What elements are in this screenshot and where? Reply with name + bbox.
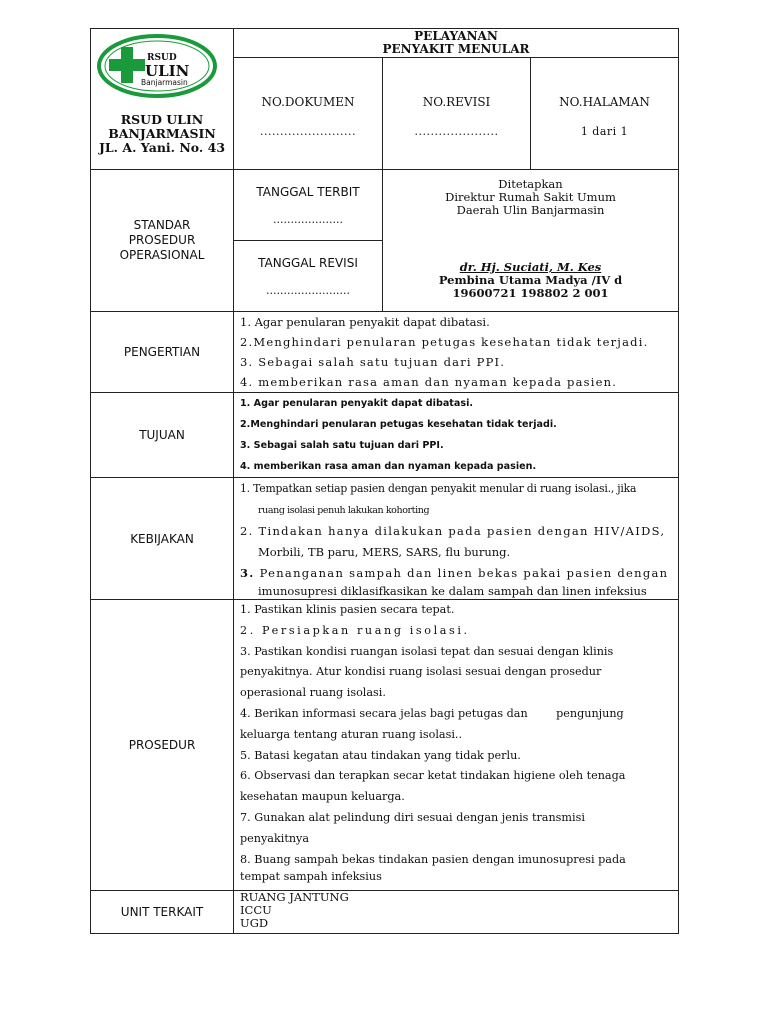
- no-revisi-cell: [383, 58, 531, 170]
- no-halaman-value: 1 dari 1: [580, 125, 629, 138]
- kebijakan-item-1: 1. Tempatkan setiap pasien dengan penyakit menular di ruang isolasi., jika: [240, 482, 637, 495]
- prosedur-body: [234, 600, 679, 891]
- no-halaman-label: NO.HALAMAN: [559, 95, 650, 109]
- sop-label-line-2: PROSEDUR: [128, 233, 196, 247]
- pengertian-body: [234, 312, 679, 393]
- prosedur-line-11: 7. Gunakan alat pelindung diri sesuai dengan jenis transmisi: [240, 810, 585, 824]
- kebijakan-item-3-cont: imunosupresi diklasifkasikan ke dalam sampah dan linen infeksius: [258, 584, 647, 598]
- signer-name: dr. Hj. Suciati, M. Kes: [459, 260, 602, 274]
- sop-label-cell: [91, 170, 234, 312]
- prosedur-line-12: penyakitnya: [240, 831, 310, 845]
- tanggal-terbit-cell: [234, 170, 383, 241]
- no-dokumen-value: ........................: [260, 125, 356, 138]
- logo-text-ulin: ULIN: [145, 62, 190, 80]
- tanggal-terbit-label: TANGGAL TERBIT: [256, 184, 360, 199]
- kebijakan-item-2-cont: Morbili, TB paru, MERS, SARS, flu burung.: [258, 545, 511, 559]
- kebijakan-item-2: 2. Tindakan hanya dilakukan pada pasien dengan HIV/AIDS,: [240, 524, 666, 538]
- document-title: [234, 29, 679, 58]
- approval-cell: [383, 170, 679, 312]
- prosedur-line-6: 4. Berikan informasi secara jelas bagi petugas dan pengunjung: [240, 706, 624, 720]
- hospital-name-line: RSUD ULIN: [120, 112, 204, 127]
- sop-document: [90, 28, 678, 934]
- prosedur-line-5: operasional ruang isolasi.: [240, 686, 386, 700]
- kebijakan-label: KEBIJAKAN: [91, 478, 234, 600]
- prosedur-line-2: 2. Persiapkan ruang isolasi.: [240, 623, 470, 637]
- prosedur-line-1: 1. Pastikan klinis pasien secara tepat.: [240, 603, 455, 616]
- tujuan-line-3: 3. Sebagai salah satu tujuan dari PPI.: [240, 440, 444, 451]
- pengertian-line-2: 2.Menghindari penularan petugas kesehatan tidak terjadi.: [240, 335, 649, 349]
- ditetapkan-line: Ditetapkan: [498, 177, 563, 191]
- logo-text-city: Banjarmasin: [141, 78, 188, 87]
- prosedur-line-8: 5. Batasi kegatan atau tindakan yang tidak perlu.: [240, 748, 521, 762]
- sop-table: [90, 28, 679, 934]
- no-halaman-cell: [531, 58, 679, 170]
- kebijakan-body: [234, 478, 679, 600]
- unit-terkait-label: UNIT TERKAIT: [91, 891, 234, 934]
- signer-rank: Pembina Utama Madya /IV d: [438, 273, 623, 287]
- tanggal-terbit-value: ....................: [273, 212, 343, 226]
- prosedur-line-14: tempat sampah infeksius: [240, 870, 382, 884]
- title-line-2: PENYAKIT MENULAR: [382, 42, 530, 56]
- tujuan-line-1: 1. Agar penularan penyakit dapat dibatasi.: [240, 398, 474, 409]
- pengertian-label: PENGERTIAN: [91, 312, 234, 393]
- director-org-line: Daerah Ulin Banjarmasin: [456, 203, 605, 217]
- no-revisi-label: NO.REVISI: [422, 95, 491, 109]
- tujuan-label: TUJUAN: [91, 393, 234, 478]
- pengertian-line-3: 3. Sebagai salah satu tujuan dari PPI.: [240, 355, 506, 369]
- kebijakan-item-1-cont: ruang isolasi penuh lakukan kohorting: [258, 505, 430, 516]
- logo-text-rsud: RSUD: [147, 53, 177, 63]
- pengertian-line-1: 1. Agar penularan penyakit dapat dibatasi.: [240, 315, 490, 329]
- hospital-address-line: JL. A. Yani. No. 43: [98, 140, 226, 155]
- prosedur-label: PROSEDUR: [91, 600, 234, 891]
- hospital-identity-cell: [91, 29, 234, 170]
- hospital-name: [91, 113, 233, 155]
- prosedur-line-13: 8. Buang sampah bekas tindakan pasien dengan imunosupresi pada: [240, 852, 626, 866]
- unit-terkait-body: [234, 891, 679, 934]
- tujuan-line-4: 4. memberikan rasa aman dan nyaman kepada pasien.: [240, 461, 537, 472]
- title-line-1: PELAYANAN: [414, 29, 498, 43]
- no-dokumen-label: NO.DOKUMEN: [261, 95, 355, 109]
- prosedur-line-7: keluarga tentang aturan ruang isolasi..: [240, 727, 463, 741]
- pengertian-line-4: 4. memberikan rasa aman dan nyaman kepada pasien.: [240, 375, 618, 389]
- unit-item: UGD: [240, 916, 269, 930]
- prosedur-line-10: kesehatan maupun keluarga.: [240, 790, 405, 804]
- sop-label-line-1: STANDAR: [133, 218, 191, 232]
- tanggal-revisi-value: ........................: [266, 283, 350, 297]
- prosedur-line-4: penyakitnya. Atur kondisi ruang isolasi sesuai dengan prosedur: [240, 665, 602, 679]
- hospital-logo: [95, 32, 219, 100]
- unit-item: ICCU: [240, 903, 272, 917]
- no-revisi-value: .....................: [414, 125, 499, 138]
- unit-item: RUANG JANTUNG: [240, 890, 349, 904]
- hospital-city-line: BANJARMASIN: [108, 126, 216, 141]
- kebijakan-item-3: 3. Penanganan sampah dan linen bekas pakai pasien dengan: [240, 566, 669, 580]
- prosedur-line-3: 3. Pastikan kondisi ruangan isolasi tepat dan sesuai dengan klinis: [240, 644, 614, 658]
- sop-label-line-3: OPERASIONAL: [119, 248, 205, 262]
- tanggal-revisi-cell: [234, 241, 383, 312]
- tujuan-body: [234, 393, 679, 478]
- no-dokumen-cell: [234, 58, 383, 170]
- tanggal-revisi-label: TANGGAL REVISI: [258, 255, 358, 270]
- signer-nip: 19600721 198802 2 001: [452, 286, 609, 300]
- director-title-line: Direktur Rumah Sakit Umum: [445, 190, 616, 204]
- prosedur-line-9: 6. Observasi dan terapkan secar ketat tindakan higiene oleh tenaga: [240, 769, 626, 783]
- tujuan-line-2: 2.Menghindari penularan petugas kesehatan tidak terjadi.: [240, 419, 557, 430]
